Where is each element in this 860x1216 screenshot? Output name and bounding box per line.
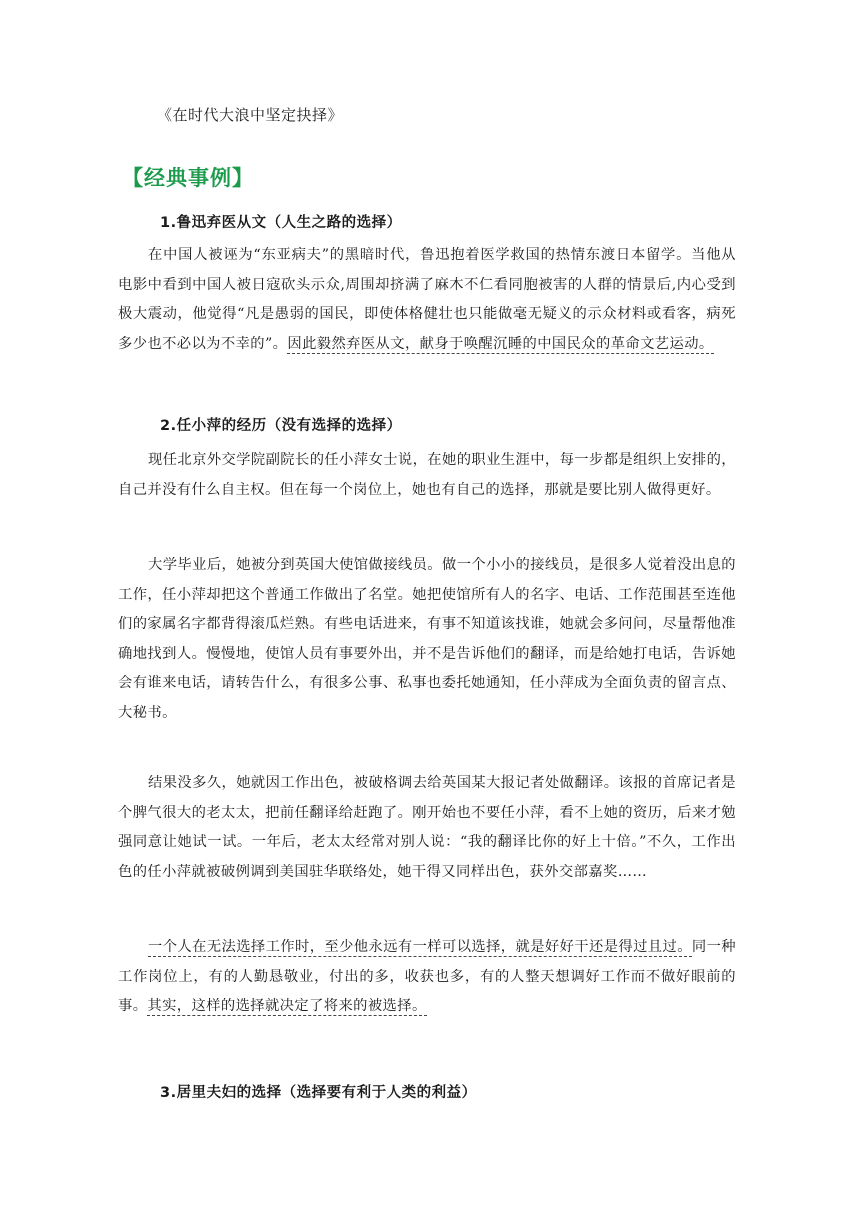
case-2-paragraph-1: 现任北京外交学院副院长的任小萍女士说，在她的职业生涯中，每一步都是组织上安排的，自己并没有什么自主权。但在每一个岗位上，她也有自己的选择，那就是要比别人做得更好。 xyxy=(118,452,736,498)
paragraph-text: 在中国人被诬为“东亚病夫”的黑暗时代，鲁迅抱着医学救国的热情东渡日本留学。当他从电影中看到中国人被日寇砍头示众,周围却挤满了麻木不仁看同胞被害的人群的情景后,内心受到极大震动，他觉得“凡是愚弱的国民，即使体格健壮也只能做毫无疑义的示众材料或看客，病死多少也不必以为不幸的”。 xyxy=(118,247,736,352)
underlined-sentence-a: 一个人在无法选择工作时，至少他永远有一样可以选择，就是好好干还是得过且过。 xyxy=(148,939,692,955)
case-2-paragraph-4 xyxy=(118,933,736,1022)
case-heading-2: 2.任小萍的经历（没有选择的选择） xyxy=(160,418,402,434)
case-2-paragraph-3: 结果没多久，她就因工作出色，被破格调去给英国某大报记者处做翻译。该报的首席记者是个脾气很大的老太太，把前任翻译给赶跑了。刚开始也不要任小萍，看不上她的资历，后来才勉强同意让她试一试。一年后，老太太经常对别人说：“我的翻译比你的好上十倍。”不久，工作出色的任小萍就被破例调到美国驻华联络处，她干得又同样出色，获外交部嘉奖…… xyxy=(118,775,736,880)
underlined-sentence: 因此毅然弃医从文，献身于唤醒沉睡的中国民众的革命文艺运动。 xyxy=(287,335,714,352)
underlined-sentence-b: 其实，这样的选择就决定了将来的被选择。 xyxy=(147,998,427,1015)
document-title: 《在时代大浪中坚定抉择》 xyxy=(157,106,344,124)
case-heading-3: 3.居里夫妇的选择（选择要有利于人类的利益） xyxy=(160,1085,477,1101)
case-heading-1: 1.鲁迅弃医从文（人生之路的选择） xyxy=(160,215,402,231)
case-1-paragraph xyxy=(118,241,736,359)
case-2-paragraph-2: 大学毕业后，她被分到英国大使馆做接线员。做一个小小的接线员，是很多人觉着没出息的工作，任小萍却把这个普通工作做出了名堂。她把使馆所有人的名字、电话、工作范围甚至连他们的家属名字都背得滚瓜烂熟。有些电话进来，有事不知道该找谁，她就会多问问，尽量帮他准确地找到人。慢慢地，使馆人员有事要外出，并不是告诉他们的翻译，而是给她打电话，告诉她会有谁来电话，请转告什么，有很多公事、私事也委托她通知，任小萍成为全面负责的留言点、大秘书。 xyxy=(118,557,736,721)
paragraph-text: 同一种工作岗位上，有的人勤恳敬业，付出的多，收获也多，有的人整天想调好工作而不做好眼前的事。 xyxy=(118,939,737,1015)
section-heading: 【经典事例】 xyxy=(122,166,254,190)
